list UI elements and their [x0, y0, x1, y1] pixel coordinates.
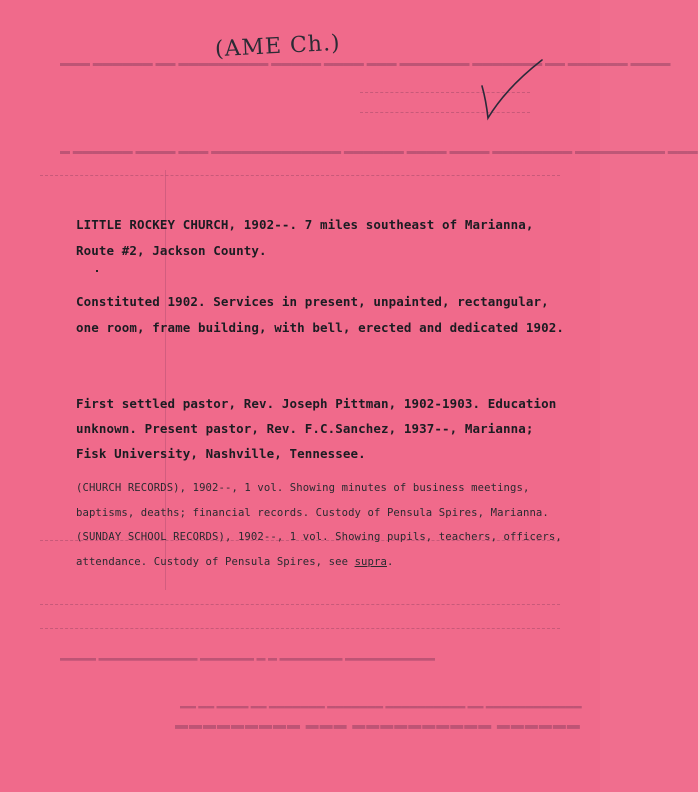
show-through-form-text: ▬▬▬▬ ▬▬▬▬▬▬▬▬▬▬▬ ▬▬▬▬▬▬ ▬ ▬ ▬▬▬▬▬▬▬ ▬▬▬▬▬▬▬▬▬▬ — [60, 656, 436, 666]
records-line-4-prefix: attendance. Custody of Pensula Spires, see — [76, 556, 355, 568]
show-through-rule — [40, 175, 560, 176]
entry-line-1: LITTLE ROCKEY CHURCH, 1902--. 7 miles southeast of Marianna, — [76, 217, 534, 232]
show-through-form-text: ▬▬▬ ▬▬▬▬▬▬ ▬▬ ▬▬▬▬▬▬▬▬▬ ▬▬▬▬▬ ▬▬▬▬ ▬▬▬ ▬▬▬▬▬▬▬ ▬▬▬▬▬▬▬ ▬▬ ▬▬▬▬▬▬ ▬▬▬▬ — [60, 60, 671, 71]
show-through-form-text: ▬ ▬▬▬▬▬▬ ▬▬▬▬ ▬▬▬ ▬▬▬▬▬▬▬▬▬▬▬▬▬ ▬▬▬▬▬▬ ▬▬▬▬ ▬▬▬▬ ▬▬▬▬▬▬▬▬ ▬▬▬▬▬▬▬▬▬ ▬▬▬ — [60, 148, 698, 159]
handwritten-note: (AME Ch.) — [214, 30, 342, 63]
show-through-rule — [40, 628, 560, 629]
records-line-2: baptisms, deaths; financial records. Custody of Pensula Spires, Marianna. — [76, 507, 549, 519]
entry-line-7: Fisk University, Nashville, Tennessee. — [76, 446, 366, 461]
entry-line-5: First settled pastor, Rev. Joseph Pittman, 1902-1903. Education — [76, 396, 557, 411]
supra-underlined: supra — [354, 556, 387, 568]
show-through-column-rule — [165, 170, 166, 590]
entry-line-3: Constituted 1902. Services in present, unpainted, rectangular, — [76, 294, 549, 309]
checkmark-icon — [476, 58, 546, 124]
show-through-form-text: ▬▬▬▬▬▬▬▬▬ ▬▬▬ ▬▬▬▬▬▬▬▬▬▬ ▬▬▬▬▬▬ — [175, 722, 581, 737]
records-line-4 — [76, 556, 393, 568]
records-line-1: (CHURCH RECORDS), 1902--, 1 vol. Showing minutes of business meetings, — [76, 482, 530, 494]
show-through-rule — [40, 604, 560, 605]
show-through-form-text: ▬▬ ▬▬ ▬▬▬▬ ▬▬ ▬▬▬▬▬▬▬ ▬▬▬▬▬▬▬ ▬▬▬▬▬▬▬▬▬▬ ▬▬ ▬▬▬▬▬▬▬▬▬▬▬▬ — [180, 704, 582, 713]
stray-dot — [96, 270, 98, 272]
entry-line-2: Route #2, Jackson County. — [76, 243, 267, 258]
entry-line-6: unknown. Present pastor, Rev. F.C.Sanchez, 1937--, Marianna; — [76, 421, 534, 436]
entry-line-4: one room, frame building, with bell, erected and dedicated 1902. — [76, 320, 565, 335]
records-line-3: (SUNDAY SCHOOL RECORDS), 1902--, 1 vol. Showing pupils, teachers, officers, — [76, 531, 562, 543]
records-line-4-suffix: . — [386, 556, 394, 568]
